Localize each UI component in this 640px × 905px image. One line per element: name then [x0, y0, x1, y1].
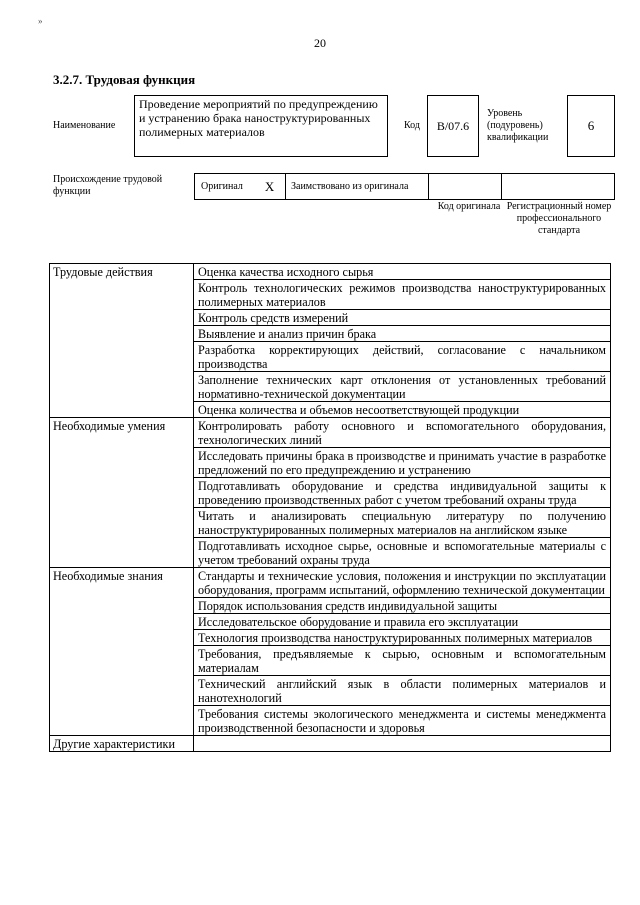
- corner-mark: »: [38, 16, 43, 26]
- item-cell: Исследовать причины брака в производстве и принимать участие в разработке предложений по его предупреждению и устранению: [194, 448, 611, 478]
- item-cell: Читать и анализировать специальную литературу по получению наноструктурированных полимерных материалов на английском языке: [194, 508, 611, 538]
- item-cell: Стандарты и технические условия, положения и инструкции по эксплуатации оборудования, программ испытаний, оформлению технической документации: [194, 568, 611, 598]
- level-value: 6: [567, 95, 615, 157]
- function-title: Проведение мероприятий по предупреждению и устранению брака наноструктурированных полимерных материалов: [134, 95, 388, 157]
- item-cell: Технология производства наноструктурированных полимерных материалов: [194, 630, 611, 646]
- item-cell: Заполнение технических карт отклонения от установленных требований нормативно-технической документации: [194, 372, 611, 402]
- level-label: Уровень (подуровень) квалификации: [487, 108, 549, 143]
- function-table: [49, 263, 611, 752]
- item-cell: Подготавливать оборудование и средства индивидуальной защиты к проведению производственных работ с учетом требований охраны труда: [194, 478, 611, 508]
- item-cell: Разработка корректирующих действий, согласование с начальником производства: [194, 342, 611, 372]
- category-cell: Необходимые умения: [50, 418, 194, 568]
- category-cell: Необходимые знания: [50, 568, 194, 736]
- item-cell: Технический английский язык в области полимерных материалов и нанотехнологий: [194, 676, 611, 706]
- item-cell: [194, 736, 611, 752]
- item-cell: Контролировать работу основного и вспомогательного оборудования, технологических линий: [194, 418, 611, 448]
- origin-label: Происхождение трудовой функции: [53, 174, 163, 197]
- reg-number-box: [501, 173, 615, 200]
- item-cell: Оценка качества исходного сырья: [194, 264, 611, 280]
- code-value: B/07.6: [427, 95, 479, 157]
- table-row: [50, 568, 611, 598]
- item-cell: Исследовательское оборудование и правила его эксплуатации: [194, 614, 611, 630]
- page-number: 20: [314, 36, 326, 50]
- item-cell: Порядок использования средств индивидуальной защиты: [194, 598, 611, 614]
- item-cell: Требования, предъявляемые к сырью, основным и вспомогательным материалам: [194, 646, 611, 676]
- table-row: [50, 264, 611, 280]
- borrowed-label: Заимствовано из оригинала: [291, 181, 409, 192]
- code-label: Код: [404, 120, 420, 131]
- item-cell: Оценка количества и объемов несоответствующей продукции: [194, 402, 611, 418]
- original-label: Оригинал: [201, 181, 243, 192]
- item-cell: Контроль средств измерений: [194, 310, 611, 326]
- table-row: [50, 418, 611, 448]
- category-cell: Трудовые действия: [50, 264, 194, 418]
- origin-row: [194, 173, 502, 200]
- category-cell: Другие характеристики: [50, 736, 194, 752]
- code-original-label: Код оригинала: [437, 201, 501, 212]
- item-cell: Требования системы экологического менеджмента и системы менеджмента производственной безопасности и здоровья: [194, 706, 611, 736]
- name-label: Наименование: [53, 120, 116, 131]
- original-mark: X: [264, 178, 275, 194]
- reg-number-label: Регистрационный номер профессионального стандарта: [506, 201, 612, 236]
- table-row: [50, 736, 611, 752]
- item-cell: Подготавливать исходное сырье, основные и вспомогательные материалы с учетом требований охраны труда: [194, 538, 611, 568]
- item-cell: Контроль технологических режимов производства наноструктурированных полимерных материалов: [194, 280, 611, 310]
- item-cell: Выявление и анализ причин брака: [194, 326, 611, 342]
- section-title: 3.2.7. Трудовая функция: [53, 72, 196, 87]
